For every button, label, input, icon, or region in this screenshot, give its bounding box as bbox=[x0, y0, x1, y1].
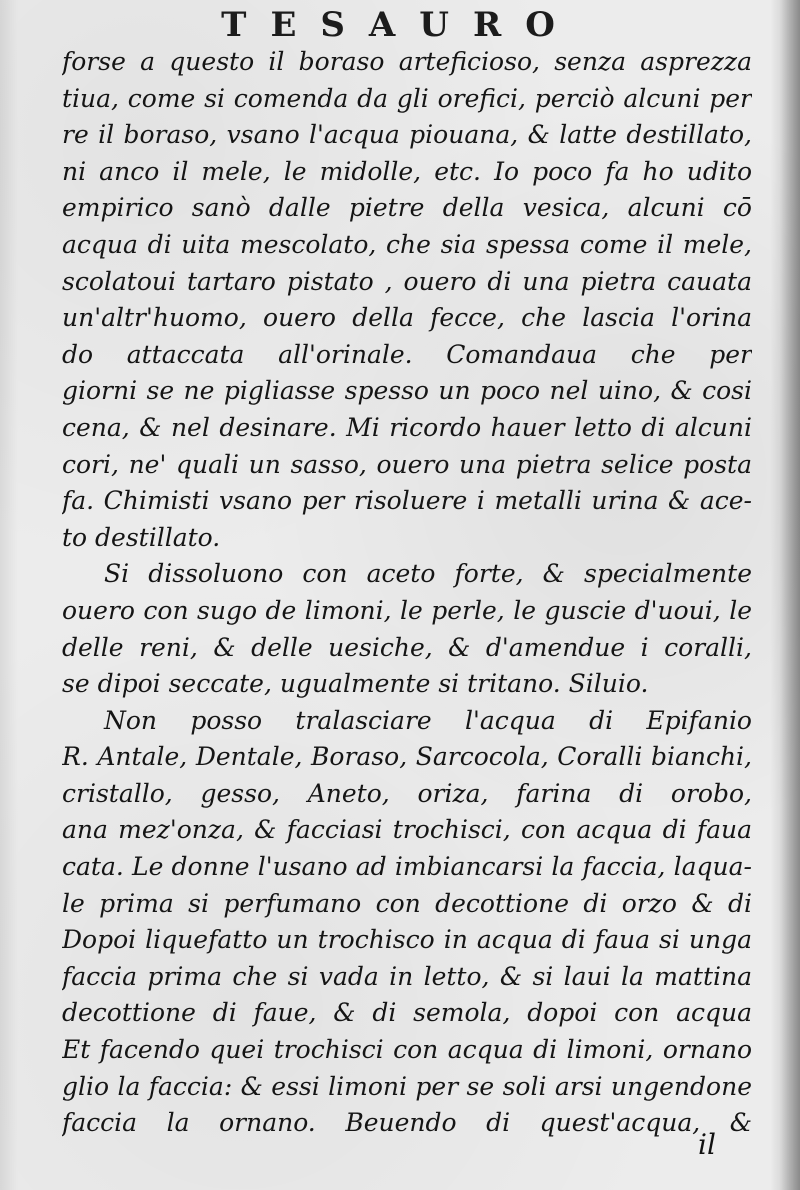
text-line: ouero con sugo de limoni, le perle, le guscie d'uoui, le bbox=[62, 595, 752, 625]
text-line: empirico sanò dalle pietre della vesica, alcuni cō bbox=[62, 193, 752, 223]
text-line: glio la faccia: & essi limoni per se soli arsi ungendone bbox=[62, 1071, 752, 1101]
text-line: fa. Chimisti vsano per risoluere i metalli urina & ace- bbox=[62, 486, 752, 516]
text-line: un'altr'huomo, ouero della fecce, che lascia l'orina bbox=[62, 303, 752, 333]
text-line: faccia prima che si vada in letto, & si laui la mattina bbox=[62, 961, 752, 991]
text-line: se dipoi seccate, ugualmente si tritano. Siluio. bbox=[62, 669, 649, 699]
page-edge-shadow bbox=[780, 0, 800, 1190]
text-line: Si dissoluono con aceto forte, & specialmente bbox=[104, 559, 752, 589]
text-line: decottione di faue, & di semola, dopoi con acqua bbox=[62, 998, 752, 1028]
text-line: Et facendo quei trochisci con acqua di limoni, ornano bbox=[62, 1035, 752, 1065]
text-line: ni anco il mele, le midolle, etc. Io poco fa ho udito bbox=[62, 156, 752, 186]
text-line: to destillato. bbox=[62, 522, 221, 552]
running-head: TESAURO bbox=[221, 5, 579, 45]
catchword: il bbox=[698, 1128, 716, 1161]
text-line: giorni se ne pigliasse spesso un poco nel uino, & cosi bbox=[62, 376, 752, 406]
text-line: faccia la ornano. Beuendo di quest'acqua, & bbox=[62, 1108, 752, 1138]
text-line: cristallo, gesso, Aneto, oriza, farina di orobo, bbox=[62, 778, 752, 808]
text-line: scolatoui tartaro pistato , ouero di una pietra cauata bbox=[62, 266, 752, 296]
text-line: tiua, come si comenda da gli orefici, perciò alcuni per bbox=[62, 83, 752, 113]
text-line: Dopoi liquefatto un trochisco in acqua di faua si unga bbox=[62, 925, 752, 955]
text-line: le prima si perfumano con decottione di orzo & di bbox=[62, 888, 752, 918]
text-line: Non posso tralasciare l'acqua di Epifanio bbox=[104, 705, 752, 735]
body-text bbox=[62, 44, 752, 1142]
text-line: cata. Le donne l'usano ad imbiancarsi la faccia, laqua- bbox=[62, 852, 752, 882]
text-line: ana mez'onza, & facciasi trochisci, con acqua di faua bbox=[62, 815, 752, 845]
text-line: acqua di uita mescolato, che sia spessa come il mele, bbox=[62, 229, 752, 259]
text-line: re il boraso, vsano l'acqua piouana, & latte destillato, bbox=[62, 120, 752, 150]
text-line: cena, & nel desinare. Mi ricordo hauer letto di alcuni bbox=[62, 412, 752, 442]
text-line: R. Antale, Dentale, Boraso, Sarcocola, Coralli bianchi, bbox=[62, 742, 752, 772]
text-line: do attaccata all'orinale. Comandaua che per bbox=[62, 339, 752, 369]
text-line: forse a questo il boraso arteficioso, senza asprezza bbox=[62, 47, 752, 76]
text-line: delle reni, & delle uesiche, & d'amendue i coralli, bbox=[62, 632, 752, 662]
text-line: cori, ne' quali un sasso, ouero una pietra selice posta bbox=[62, 449, 752, 479]
